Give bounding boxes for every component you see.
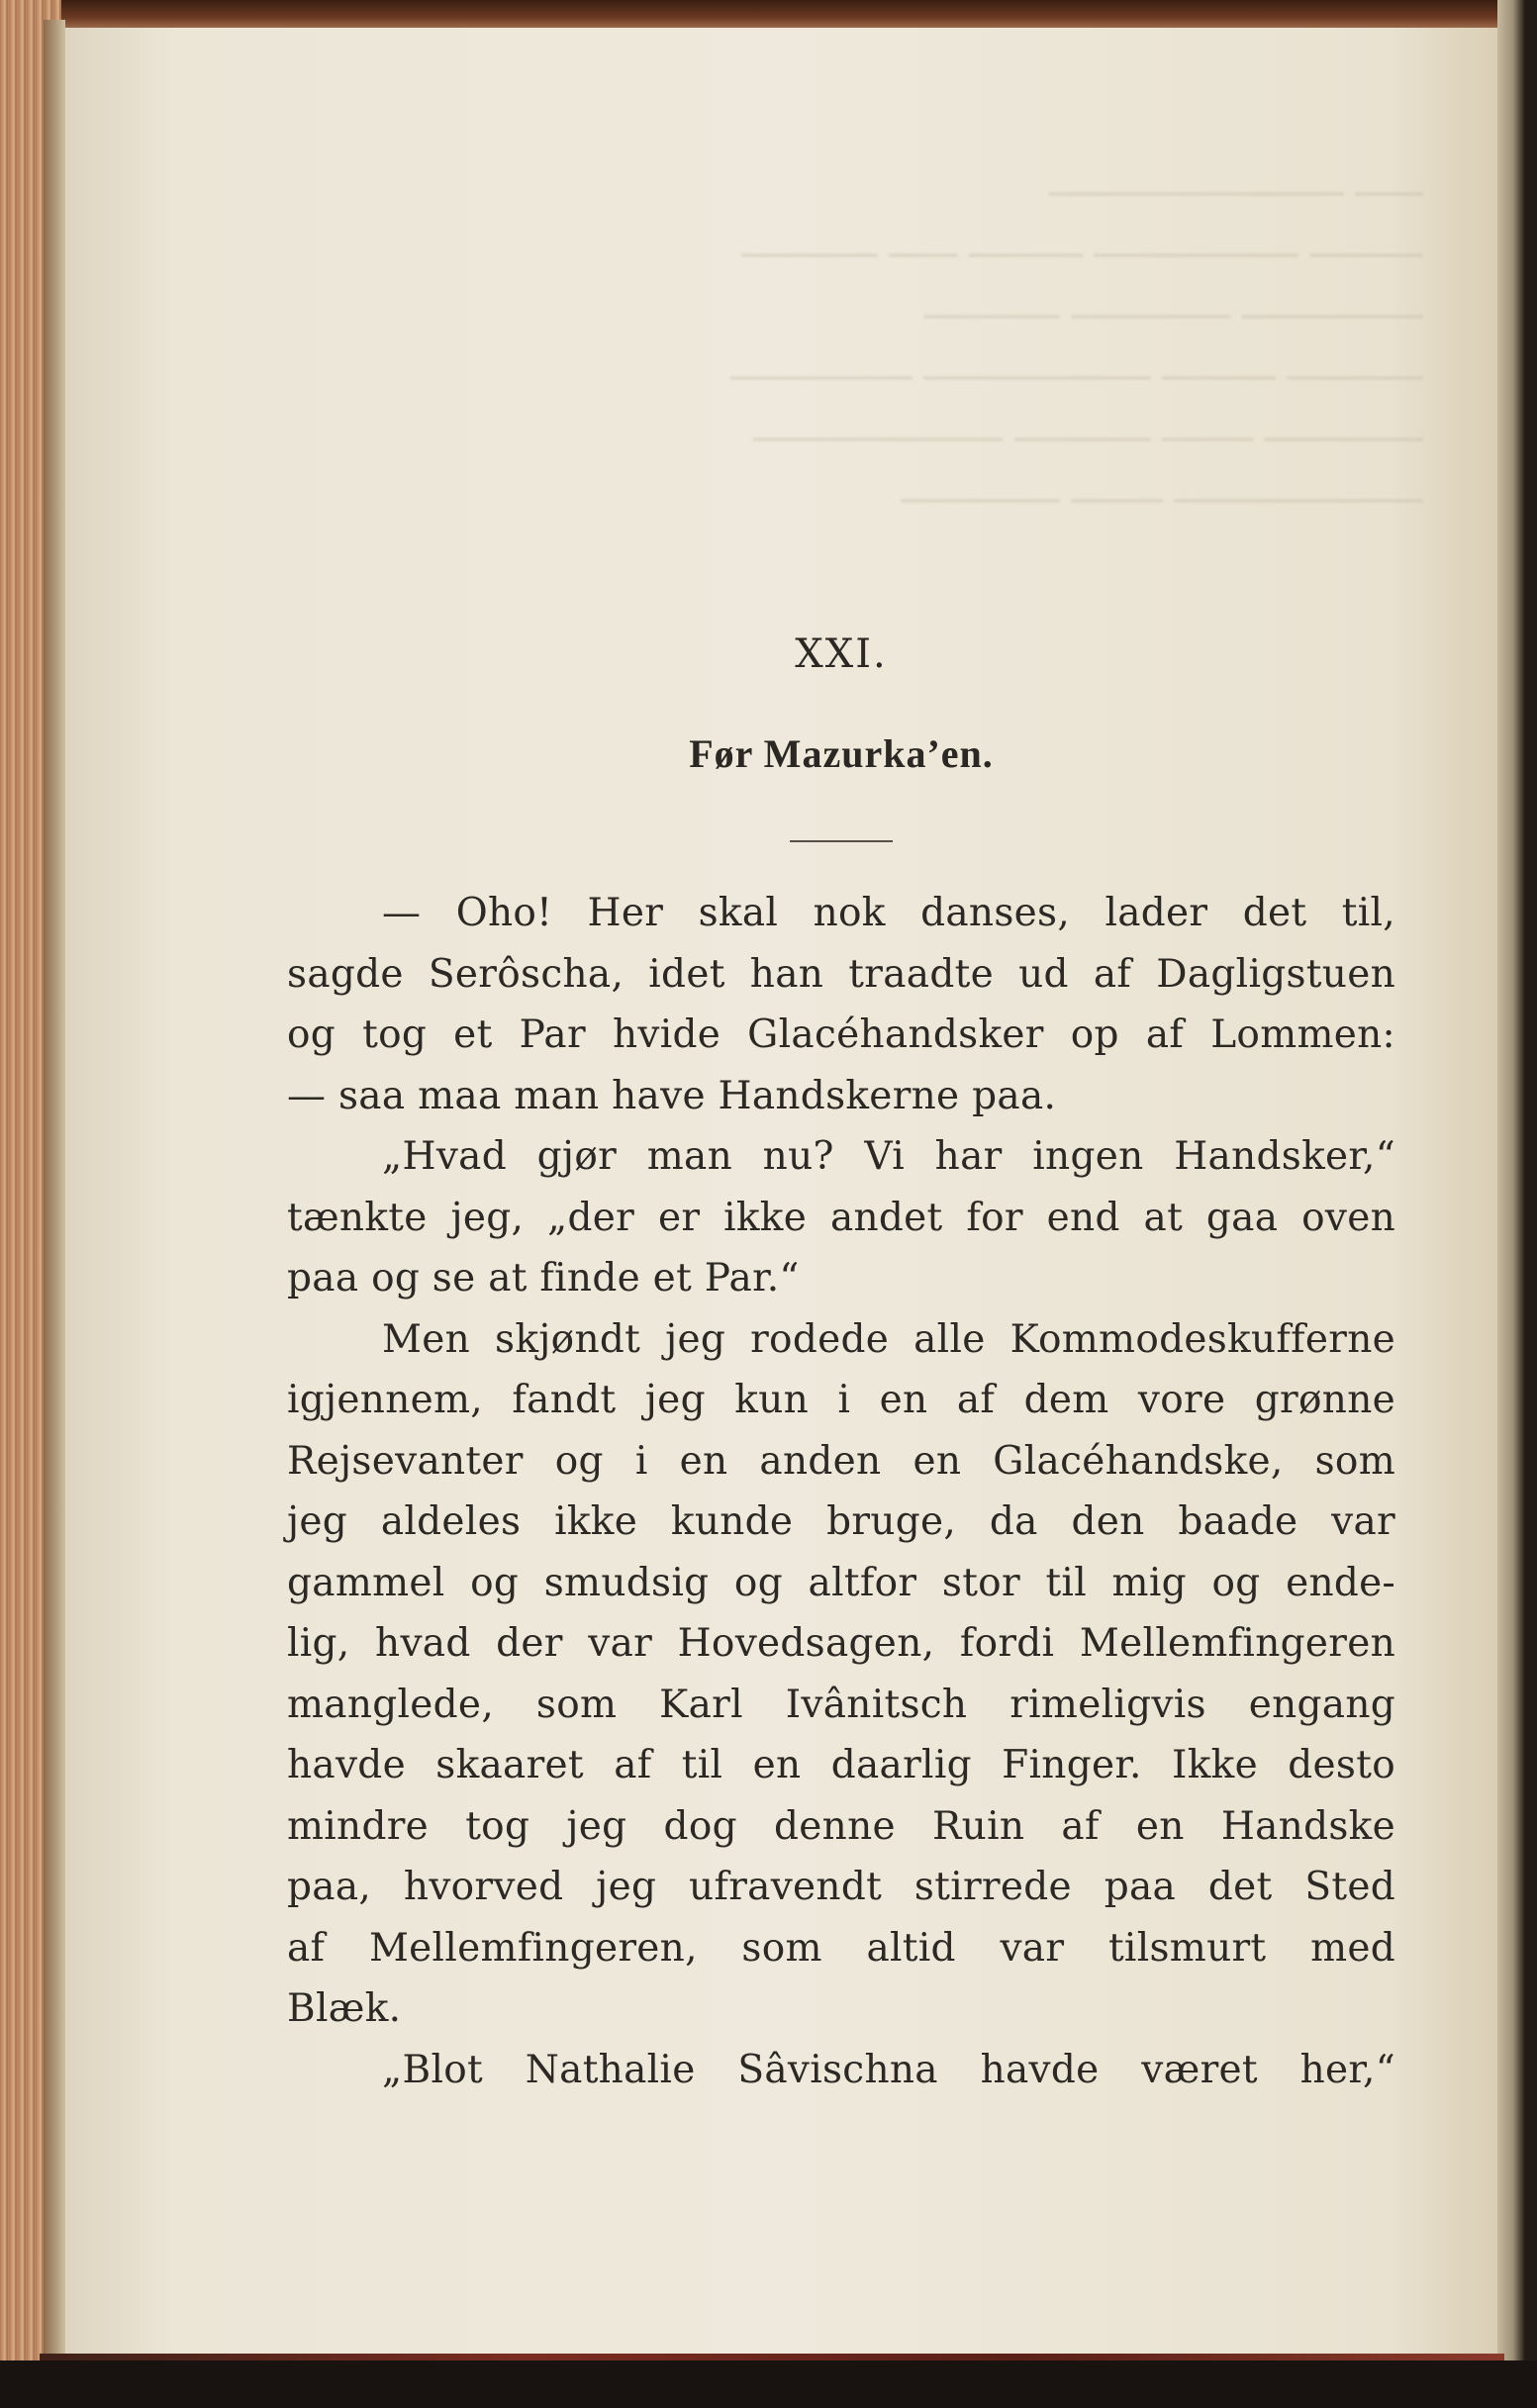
book-top-edge bbox=[0, 0, 1537, 30]
text-line: sagde Serôscha, idet han traadte ud af Dagligstuen bbox=[287, 951, 1395, 997]
text-line: paa, hvorved jeg ufravendt stirrede paa det Sted bbox=[287, 1865, 1395, 1909]
text-line: — Oho! Her skal nok danses, lader det til, bbox=[382, 891, 1395, 935]
text-line: og tog et Par hvide Glacéhandsker op af Lommen: bbox=[287, 1012, 1395, 1057]
text-line: Rejsevanter og i en anden en Glacéhandske, som bbox=[287, 1438, 1395, 1484]
text-line: havde skaaret af til en daarlig Finger. Ikke desto bbox=[287, 1743, 1395, 1787]
text-line: Men skjøndt jeg rodede alle Kommodeskufferne bbox=[382, 1316, 1395, 1362]
paragraph-2 bbox=[287, 1126, 1395, 1309]
text-line: „Hvad gjør man nu? Vi har ingen Handsker,“ bbox=[382, 1134, 1395, 1179]
text-line: — saa maa man have Handskerne paa. bbox=[287, 1073, 1057, 1118]
chapter-title: Før Mazurka’en. bbox=[689, 731, 994, 776]
text-line: af Mellemfingeren, som altid var tilsmurt med bbox=[287, 1925, 1395, 1971]
book-bottom-edge bbox=[0, 2360, 1537, 2408]
text-line: gammel og smudsig og altfor stor til mig og ende- bbox=[287, 1560, 1395, 1605]
text-line: manglede, som Karl Ivânitsch rimeligvis engang bbox=[287, 1682, 1395, 1727]
paragraph-4 bbox=[287, 2040, 1395, 2101]
text-line: lig, hvad der var Hovedsagen, fordi Mellemfingeren bbox=[287, 1621, 1395, 1666]
text-line: igjennem, fandt jeg kun i en af dem vore grønne bbox=[287, 1378, 1395, 1422]
paragraph-3 bbox=[287, 1309, 1395, 2040]
chapter-number: XXI. bbox=[795, 631, 888, 677]
text-line: mindre tog jeg dog denne Ruin af en Handske bbox=[287, 1803, 1395, 1849]
text-line: „Blot Nathalie Sâvischna havde været her,“ bbox=[382, 2047, 1395, 2092]
text-line: jeg aldeles ikke kunde bruge, da den baade var bbox=[287, 1499, 1395, 1544]
body-text bbox=[287, 883, 1395, 2100]
show-through-text: ─── ───────────── ───── ───────── ───── ─── ────── ──────── ─────── ────── ────── ───── ────────── ──────── ─────── ──── ────── ─────────── ─────────── ──── ─────── bbox=[730, 172, 1423, 523]
title-rule-divider bbox=[790, 840, 893, 842]
book-right-edge bbox=[1497, 0, 1537, 2408]
gutter-shadow bbox=[44, 20, 65, 2375]
text-line: paa og se at finde et Par.“ bbox=[287, 1256, 800, 1300]
text-line: tænkte jeg, „der er ikke andet for end at gaa oven bbox=[287, 1195, 1395, 1240]
paragraph-1 bbox=[287, 883, 1395, 1126]
text-line: Blæk. bbox=[287, 1986, 402, 2031]
